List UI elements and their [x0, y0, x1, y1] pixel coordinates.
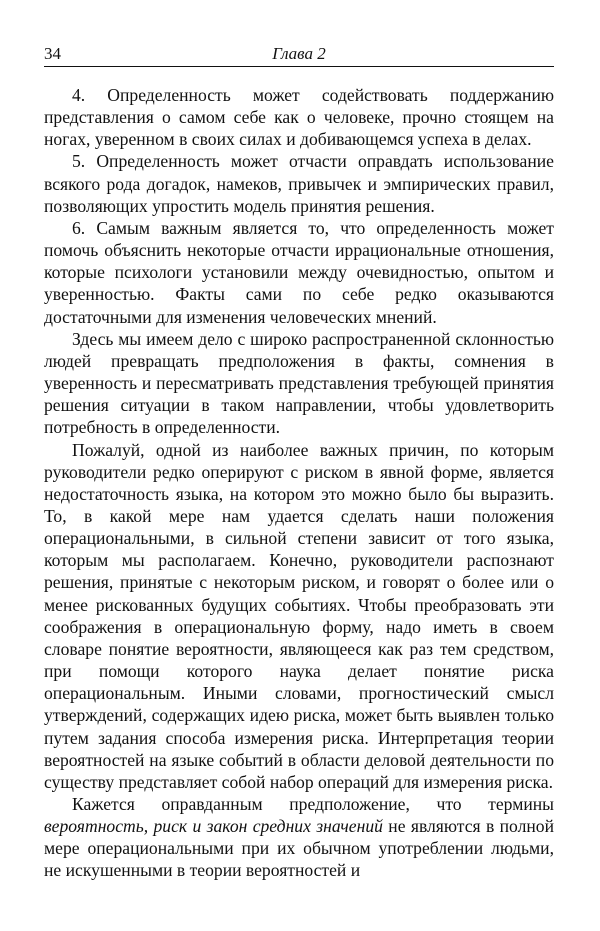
paragraph-text-after: не являются в полной мере операциональными при их обычном употреблении людьми, не искушенными в теории вероятностей и	[44, 816, 554, 881]
paragraph-certainty-tendency: Здесь мы имеем дело с широко распространенной склонностью людей превращать предположения в факты, сомнения в уверенность и пересматривать представления требующей принятия решения ситуации в таком направлении, чтобы удовлетворить потребность в определенности.	[44, 328, 554, 438]
paragraph-item-4: 4. Определенность может содействовать поддержанию представления о самом себе как о человеке, прочно стоящем на ногах, уверенном в своих силах и добивающемся успеха в делах.	[44, 85, 554, 150]
paragraph-item-6: 6. Самым важным является то, что определенность может помочь объяснить некоторые отчасти иррациональные отношения, которые психологи установили между очевидностью, опытом и уверенностью. Факты сами по себе редко оказываются достаточными для изменения человеческих мнений.	[44, 217, 554, 327]
page-number: 34	[44, 44, 61, 63]
paragraph-text-before: Кажется оправданным предположение, что термины	[72, 794, 554, 814]
italic-terms: вероятность, риск и закон средних значений	[44, 816, 383, 837]
body-text	[44, 84, 554, 882]
paragraph-probability-terms	[44, 793, 554, 882]
chapter-running-head: Глава 2	[272, 44, 326, 63]
paragraph-risk-language: Пожалуй, одной из наиболее важных причин, по которым руководители редко оперируют с риском в явной форме, является недостаточность языка, на котором это можно было бы выразить. То, в какой мере нам удается сделать наши положения операциональными, в сильной степени зависит от того языка, которым мы располагаем. Конечно, руководители распознают решения, принятые с некоторым риском, и говорят о более или о менее рискованных будущих событиях. Чтобы преобразовать эти соображения в операциональную форму, надо иметь в своем словаре понятие вероятности, являющееся как раз тем средством, при помощи которого наука делает понятие риска операциональным. Иными словами, прогностический смысл утверждений, содержащих идею риска, может быть выявлен только путем задания способа измерения риска. Интерпретация теории вероятностей на языке событий в области деловой деятельности по существу представляет собой набор операций для измерения риска.	[44, 439, 554, 792]
page-header	[44, 42, 554, 67]
paragraph-item-5: 5. Определенность может отчасти оправдать использование всякого рода догадок, намеков, привычек и эмпирических правил, позволяющих упростить модель принятия решения.	[44, 151, 554, 216]
